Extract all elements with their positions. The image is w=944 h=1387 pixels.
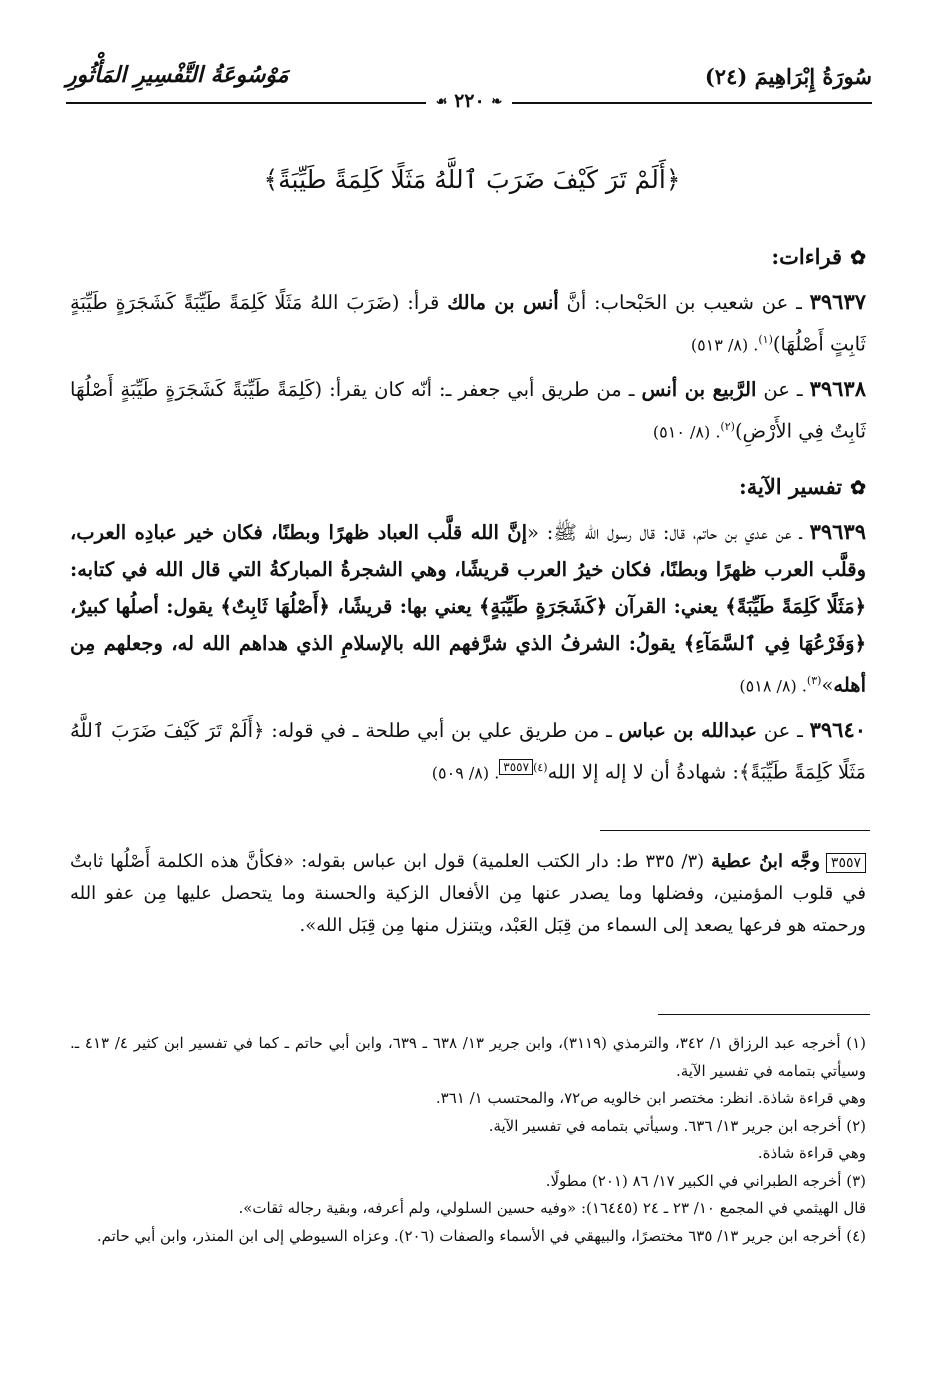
commentary-text: (٣/ ٣٣٥ ط: دار الكتب العلمية) قول ابن عباس بقوله: «فكأنَّ هذه الكلمة أَصْلُها ثابتٌ في قلوب المؤمنين، وفضلها وما يصدر عنها مِن الأفعال الزكية والحسنة وما يتحصل عليها مِن عفو الله ورحمته هو فرعها يصعد إلى السماء من قِبَل العَبْد، ويتنزل منها مِن قِبَل الله». [70,851,866,936]
quran-verse: ﴿أَلَمْ تَرَ كَيْفَ ضَرَبَ ٱللَّهُ مَثَلًا كَلِمَةً طَيِّبَةً﴾ [263,165,681,194]
entry-39637: ٣٩٦٣٧ ـ عن شعيب بن الحَبْحاب: أنَّ أنس بن مالك قرأ: (ضَرَبَ اللهُ مَثَلًا كَلِمَةً طَيِّبَةً كَشَجَرَةٍ طَيِّبَةٍ ثَابِتٍ أَصْلُهَا)$^{(١)}$. (٨/ ٥١٣) [70,289,867,356]
footnote: (١) أخرجه عبد الرزاق ١/ ٣٤٢، والترمذي (٣١١٩)، وابن جرير ١٣/ ٦٣٨ ـ ٦٣٩، وابن أبي حاتم ـ كما في تفسير ابن كثير ٤/ ٤١٣ ـ. وسيأتي بتمامه في تفسير الآية. [70,1034,867,1080]
commentary-lead: وجَّه ابنُ عطية [711,851,820,872]
footnote-marker[interactable]: (٢) [720,419,735,433]
narrator-name: أنس بن مالك [447,291,559,314]
volume-reference: . (٨/ ٥١٠) [652,422,721,441]
commentary-marker[interactable]: ٣٥٥٧ [499,759,533,775]
footnote: (٢) أخرجه ابن جرير ١٣/ ٦٣٦. وسيأتي بتمامه في تفسير الآية. [488,1116,866,1135]
entry-number: ٣٩٦٣٧ [809,289,867,314]
flower-icon: ✿ [850,477,866,499]
commentary-note [70,846,866,942]
volume-reference: . (٨/ ٥١٨) [739,676,807,696]
page-header [66,56,872,112]
entry-39638: ٣٩٦٣٨ ـ عن الرَّبيع بن أنس ـ من طريق أبي جعفر ـ: أنّه كان يقرأ: (كَلِمَةً طَيِّبَةً كَشَجَرَةٍ طَيِّبَةٍ أَصْلُهَا ثَابِتٌ فِي الأَرْضِ)$^{(٢)}$. (٨/ ٥١٠) [70,375,866,442]
page-number: ٢٢٠ [454,90,485,112]
entry-39639: ٣٩٦٣٩ ـ عن عدي بن حاتم، قال: قال رسول الله ﷺ: «إنَّ الله قلَّب العباد ظهرًا وبطنًا، فكان خير عبادِه العرب، وقلَّب العرب ظهرًا وبطنًا، فكان خيرُ العرب قريشًا، وهي الشجرةُ المباركةُ التي قال الله في كتابه: ﴿مَثَلًا كَلِمَةً طَيِّبَةً﴾ يعني: القرآن ﴿كَشَجَرَةٍ طَيِّبَةٍ﴾ يعني بها: قريشًا، ﴿أَصْلُهَا ثَابِتٌ﴾ يقول: أصلُها كبيرٌ، ﴿وَفَرْعُهَا فِي ٱلسَّمَآءِ﴾ يقولُ: الشرفُ الذي شرَّفهم الله بالإسلامِ الذي هداهم الله له، وجعلهم مِن أهله»$^{(٣)}$. (٨/ ٥١٨) [70,519,866,697]
main-text [70,238,866,791]
commentary-separator [600,830,870,831]
footnote: (٣) أخرجه الطبراني في الكبير ١٧/ ٨٦ (٢٠١) مطولًا. [545,1171,866,1190]
narrator-name: عبدالله بن عباس [618,718,757,742]
footnote-separator [658,1014,870,1015]
volume-reference: . (٨/ ٥١٣) [690,335,759,355]
flower-icon: ✿ [850,247,866,269]
footnote: وهي قراءة شاذة. [757,1144,866,1162]
footnote-marker[interactable]: (٤) [533,760,548,774]
footnote: (٤) أخرجه ابن جرير ١٣/ ٦٣٥ مختصرًا، والبيهقي في الأسماء والصفات (٢٠٦). وعزاه السيوطي إلى ابن المنذر، وابن أبي حاتم. [96,1226,866,1245]
footnote-marker[interactable]: (٣) [806,674,822,687]
entry-39640: ٣٩٦٤٠ ـ عن عبدالله بن عباس ـ من طريق علي بن أبي طلحة ـ في قوله: ﴿أَلَمْ تَرَ كَيْفَ ضَرَبَ ٱللَّهُ مَثَلًا كَلِمَةً طَيِّبَةً﴾: شهادةُ أن لا إله إلا الله$^{(٤)}$٣٥٥٧. (٨/ ٥٠٩) [70,716,867,783]
section-heading-tafsir: ✿تفسير الآية: [738,474,866,499]
entry-number: ٣٩٦٣٩ [809,519,866,544]
footnote: وهي قراءة شاذة. انظر: مختصر ابن خالويه ص٧٢، والمحتسب ١/ ٣٦١. [435,1089,866,1107]
volume-reference: . (٨/ ٥٠٩) [431,763,500,782]
entry-number: ٣٩٦٣٨ [809,375,866,401]
entry-number: ٣٩٦٤٠ [809,716,867,742]
footnotes [70,1030,866,1250]
section-heading-qiraat: ✿قراءات: [771,244,866,269]
commentary-number: ٣٥٥٧ [826,853,866,873]
book-title: مَوْسُوعَةُ التَّفْسِيرِ المَأْثُورِ [66,62,289,88]
narrator-name: الرَّبيع بن أنس [641,377,757,401]
surah-title: سُورَةُ إِبْرَاهِيمَ (٢٤) [704,64,872,89]
page-number-group [426,90,512,112]
footnote: قال الهيثمي في المجمع ١٠/ ٢٣ ـ ٢٤ (١٦٤٤٥): «وفيه حسين السلولي، ولم أعرفه، وبقية رجاله ثقات». [238,1199,866,1217]
footnote-marker[interactable]: (١) [758,333,773,346]
ornament-icon: ❧ [491,94,503,110]
hadith-text: إنَّ الله قلَّب العباد ظهرًا وبطنًا، فكان خير عبادِه العرب، وقلَّب العرب ظهرًا وبطنًا، فكان خيرُ العرب قريشًا، وهي الشجرةُ المباركةُ التي قال الله في كتابه: ﴿مَثَلًا كَلِمَةً طَيِّبَةً﴾ يعني: القرآن ﴿كَشَجَرَةٍ طَيِّبَةٍ﴾ يعني بها: قريشًا، ﴿أَصْلُهَا ثَابِتٌ﴾ يقول: أصلُها كبيرٌ، ﴿وَفَرْعُهَا فِي ٱلسَّمَآءِ﴾ يقولُ: الشرفُ الذي شرَّفهم الله بالإسلامِ الذي هداهم الله له، وجعلهم مِن أهله [70,521,866,697]
ornament-icon: ☙ [435,94,448,110]
